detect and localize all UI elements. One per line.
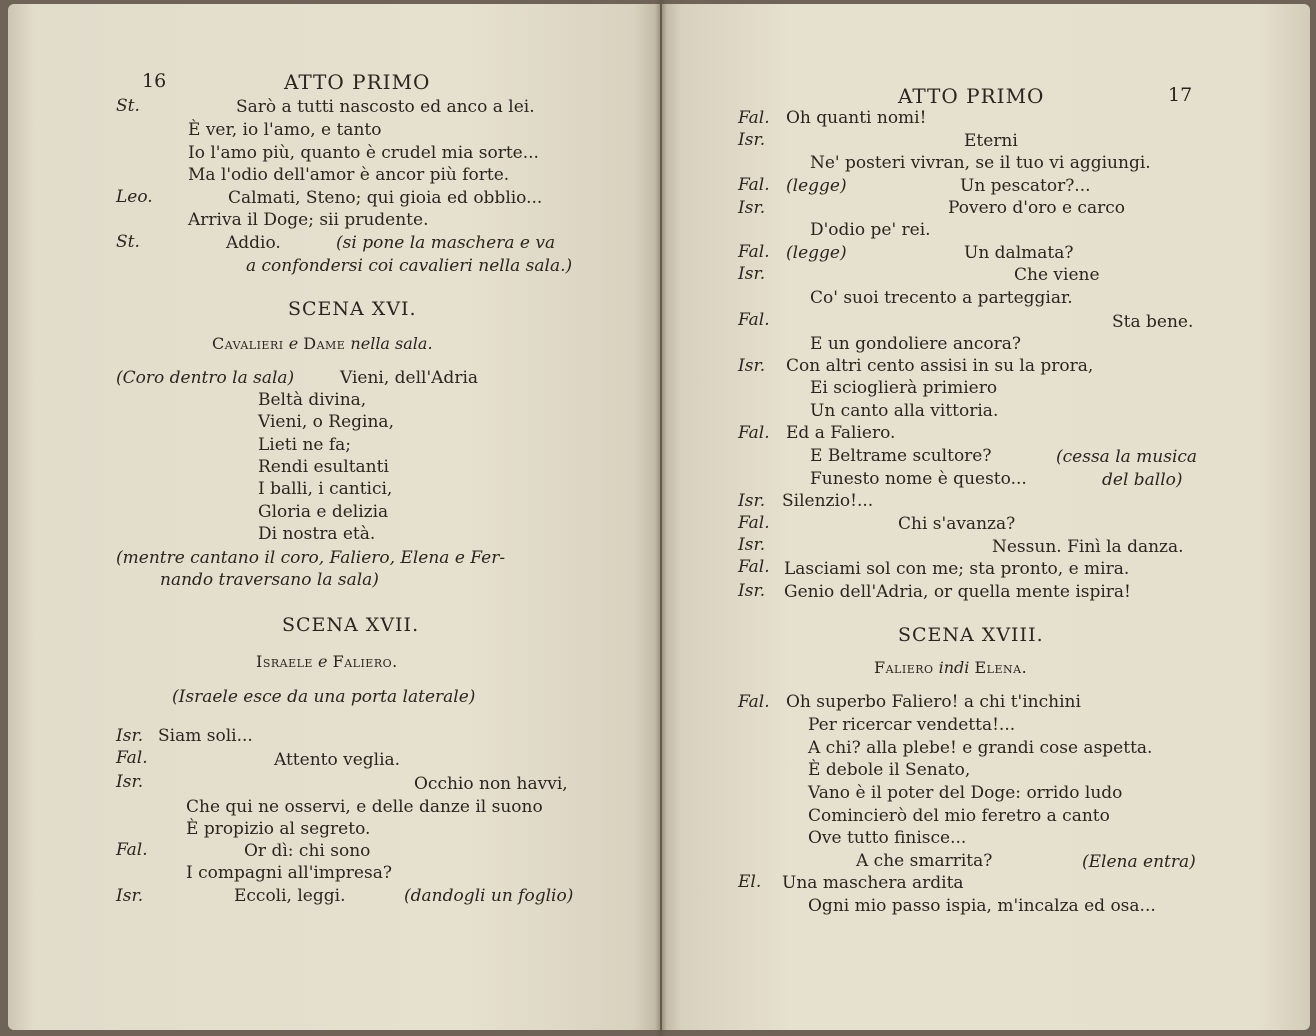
verse-line: Ogni mio passo ispia, m'incalza ed osa... [808,896,1156,916]
speaker: Leo. [116,187,153,207]
verse-line: Che qui ne osservi, e delle danze il suono [186,797,543,817]
page-number: 16 [142,70,167,92]
verse-line: A chi? alla plebe! e grandi cose aspetta. [808,738,1153,758]
verse-line: Ed a Faliero. [786,423,896,443]
verse-line: Una maschera ardita [782,873,964,893]
verse-line: Eccoli, leggi. [234,886,346,906]
speaker: St. [116,96,140,116]
stage-direction: (Israele esce da una porta laterale) [172,687,476,707]
verse-line: Comincierò del mio feretro a canto [808,806,1110,826]
verse-line: Ei scioglierà primiero [810,378,998,398]
stage-direction: (legge) [786,176,847,196]
stage-direction: (mentre cantano il coro, Faliero, Elena e Fer- [116,548,506,568]
verse-line: Povero d'oro e carco [948,198,1125,218]
speaker: Fal. [738,175,770,195]
scene-cast: Faliero indi Elena. [874,658,1028,677]
speaker: El. [738,872,762,892]
verse-line: E un gondoliere ancora? [810,334,1022,354]
verse-line: Un canto alla vittoria. [810,401,999,421]
verse-line: Che viene [1014,265,1100,285]
verse-line: Un pescator?... [960,176,1091,196]
verse-line: A che smarrita? [856,851,993,871]
stage-direction: (cessa la musica [1056,447,1198,467]
verse-line: È propizio al segreto. [186,819,371,839]
stage-direction: (dandogli un foglio) [404,886,574,906]
speaker: Fal. [738,692,770,712]
verse-line: Siam soli... [158,726,253,746]
verse-line: Sta bene. [1112,312,1194,332]
speaker: Isr. [738,198,766,218]
stage-direction: a confondersi coi cavalieri nella sala.) [246,256,573,276]
verse-line: Oh quanti nomi! [786,108,927,128]
verse-line: D'odio pe' rei. [810,220,931,240]
running-header: ATTO PRIMO [284,70,431,94]
chorus-line: Vieni, dell'Adria [340,368,479,388]
speaker: Isr. [738,491,766,511]
verse-line: Addio. [226,233,281,253]
scene-heading: SCENA XVI. [288,298,417,320]
verse-line: Con altri cento assisi in su la prora, [786,356,1094,376]
stage-direction: del ballo) [1102,470,1183,490]
verse-line: Ne' posteri vivran, se il tuo vi aggiungi. [810,153,1151,173]
speaker: Fal. [738,557,770,577]
verse-line: Arriva il Doge; sii prudente. [188,210,429,230]
right-page [662,4,1310,1030]
chorus-line: Vieni, o Regina, [258,412,394,432]
speaker: Isr. [738,356,766,376]
verse-line: Sarò a tutti nascosto ed anco a lei. [236,97,535,117]
running-header: ATTO PRIMO [898,84,1045,108]
chorus-line: Di nostra età. [258,524,376,544]
verse-line: Lasciami sol con me; sta pronto, e mira. [784,559,1130,579]
verse-line: Vano è il poter del Doge: orrido ludo [808,783,1123,803]
verse-line: Attento veglia. [274,750,401,770]
stage-direction: (legge) [786,243,847,263]
speaker: Fal. [738,423,770,443]
verse-line: Per ricercar vendetta!... [808,715,1016,735]
speaker: Fal. [738,108,770,128]
verse-line: Or dì: chi sono [244,841,371,861]
verse-line: Un dalmata? [964,243,1074,263]
chorus-line: Gloria e delizia [258,502,389,522]
verse-line: Eterni [964,131,1018,151]
verse-line: È debole il Senato, [808,760,971,780]
verse-line: Ove tutto finisce... [808,828,967,848]
speaker: Isr. [116,726,144,746]
speaker: Fal. [738,310,770,330]
verse-line: Silenzio!... [782,491,874,511]
speaker: Fal. [738,513,770,533]
speaker: Isr. [738,264,766,284]
verse-line: Genio dell'Adria, or quella mente ispira! [784,582,1131,602]
scene-cast: Israele e Faliero. [256,652,398,671]
speaker: Isr. [738,535,766,555]
scene-heading: SCENA XVIII. [898,624,1044,646]
page-number: 17 [1168,84,1193,106]
verse-line: Ma l'odio dell'amor è ancor più forte. [188,165,510,185]
stage-direction: (Coro dentro la sala) [116,368,295,388]
chorus-line: I balli, i cantici, [258,479,393,499]
speaker: Isr. [738,130,766,150]
stage-direction: nando traversano la sala) [160,570,379,590]
verse-line: Occhio non havvi, [414,774,568,794]
stage-direction: (si pone la maschera e va [336,233,556,253]
speaker: Fal. [738,242,770,262]
speaker: Isr. [116,772,144,792]
verse-line: Co' suoi trecento a parteggiar. [810,288,1073,308]
stage-direction: (Elena entra) [1082,852,1196,872]
scene-cast: Cavalieri e Dame nella sala. [212,334,433,353]
verse-line: Funesto nome è questo... [810,469,1027,489]
chorus-line: Beltà divina, [258,390,367,410]
speaker: Isr. [116,886,144,906]
speaker: Fal. [116,840,148,860]
chorus-line: Rendi esultanti [258,457,389,477]
book-gutter [655,0,667,1036]
verse-line: Calmati, Steno; qui gioia ed obblio... [228,188,543,208]
chorus-line: Lieti ne fa; [258,435,352,455]
verse-line: E Beltrame scultore? [810,446,992,466]
verse-line: Nessun. Finì la danza. [992,537,1184,557]
verse-line: È ver, io l'amo, e tanto [188,120,382,140]
verse-line: I compagni all'impresa? [186,863,392,883]
scene-heading: SCENA XVII. [282,614,420,636]
speaker: St. [116,232,140,252]
verse-line: Io l'amo più, quanto è crudel mia sorte... [188,143,539,163]
left-page [8,4,660,1030]
speaker: Isr. [738,581,766,601]
speaker: Fal. [116,748,148,768]
verse-line: Chi s'avanza? [898,514,1016,534]
verse-line: Oh superbo Faliero! a chi t'inchini [786,692,1081,712]
